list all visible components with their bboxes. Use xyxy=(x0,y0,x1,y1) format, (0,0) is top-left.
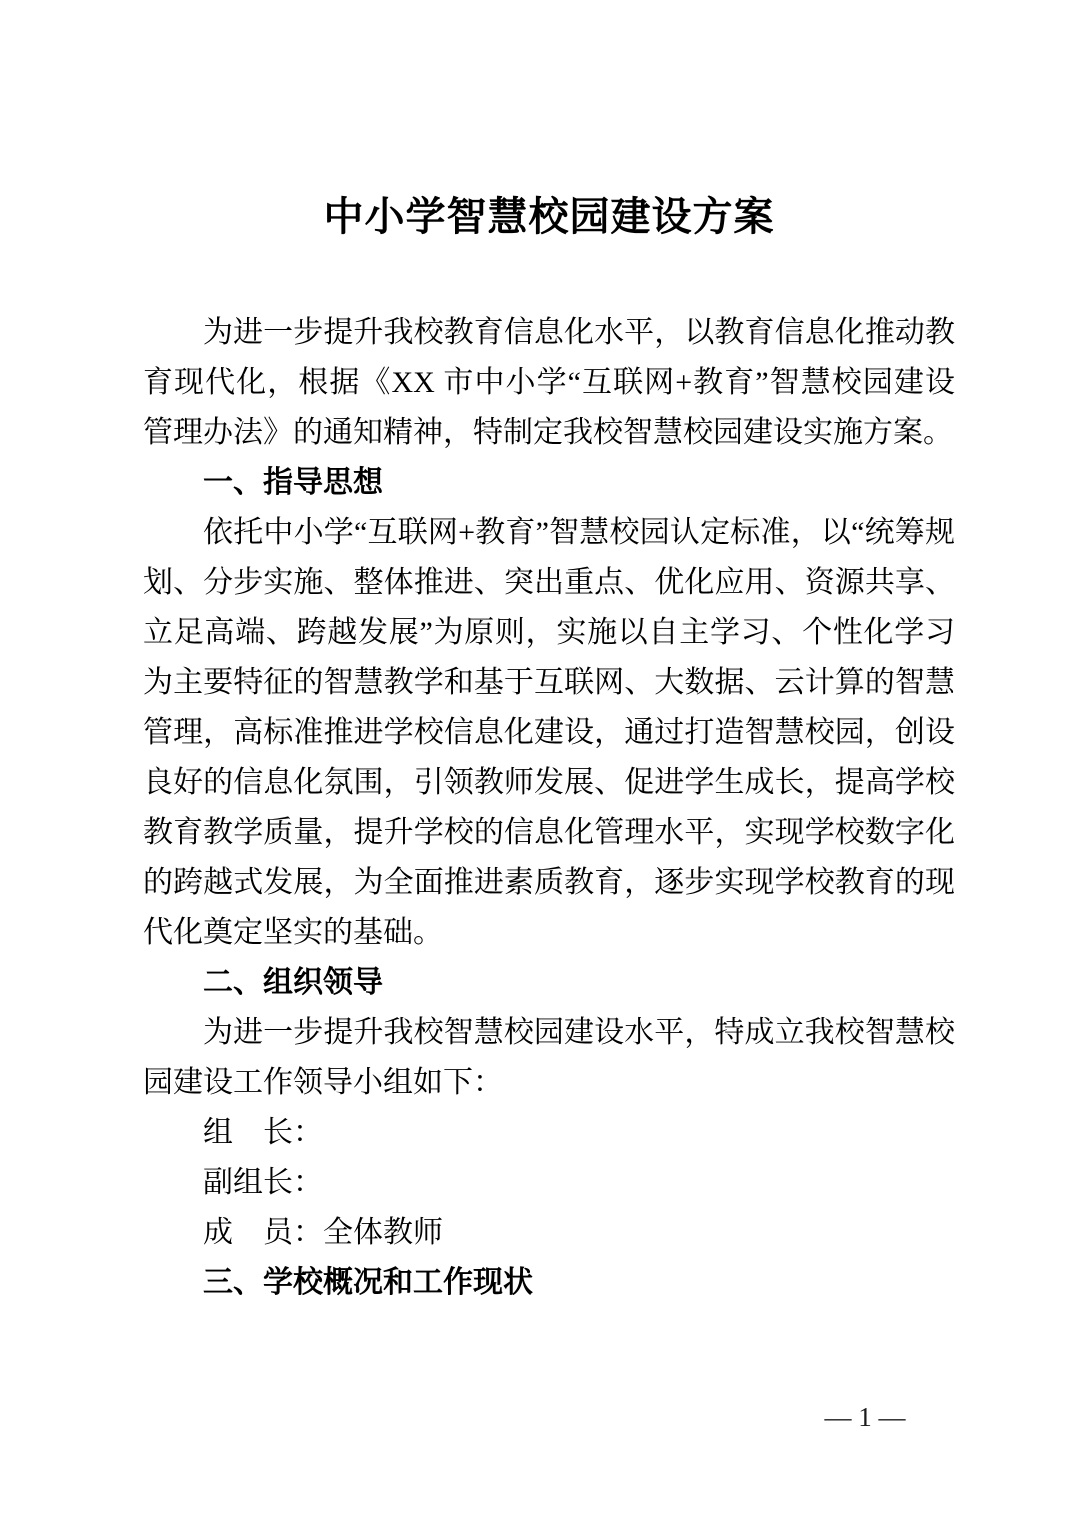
role-label-members: 成 员： xyxy=(203,1216,323,1249)
document-title: 中小学智慧校园建设方案 xyxy=(323,194,775,239)
role-line-members xyxy=(143,1208,955,1258)
role-label-leader: 组 长： xyxy=(203,1116,323,1149)
role-line-leader xyxy=(143,1108,955,1158)
section-1-paragraph: 依托中小学“互联网+教育”智慧校园认定标准，以“统筹规划、分步实施、整体推进、突出重点、优化应用、资源共享、立足高端、跨越发展”为原则，实施以自主学习、个性化学习为主要特征的智慧教学和基于互联网、大数据、云计算的智慧管理，高标准推进学校信息化建设，通过打造智慧校园，创设良好的信息化氛围，引领教师发展、促进学生成长，提高学校教育教学质量，提升学校的信息化管理水平，实现学校数字化的跨越式发展，为全面推进素质教育，逐步实现学校教育的现代化奠定坚实的基础。 xyxy=(143,516,955,949)
role-label-deputy: 副组长： xyxy=(203,1166,323,1199)
page-number: — 1 — xyxy=(824,1402,906,1432)
section-heading-3: 三、学校概况和工作现状 xyxy=(203,1266,533,1299)
section-heading-1: 一、指导思想 xyxy=(203,466,383,499)
role-line-deputy xyxy=(143,1158,955,1208)
section-2-paragraph: 为进一步提升我校智慧校园建设水平，特成立我校智慧校园建设工作领导小组如下： xyxy=(143,1016,955,1099)
role-value-members: 全体教师 xyxy=(323,1216,443,1249)
document-body xyxy=(143,308,955,1308)
section-heading-2: 二、组织领导 xyxy=(203,966,383,999)
intro-paragraph: 为进一步提升我校教育信息化水平，以教育信息化推动教育现代化，根据《XX 市中小学“互联网+教育”智慧校园建设管理办法》的通知精神，特制定我校智慧校园建设实施方案。 xyxy=(143,316,955,449)
document-content xyxy=(143,0,955,1308)
